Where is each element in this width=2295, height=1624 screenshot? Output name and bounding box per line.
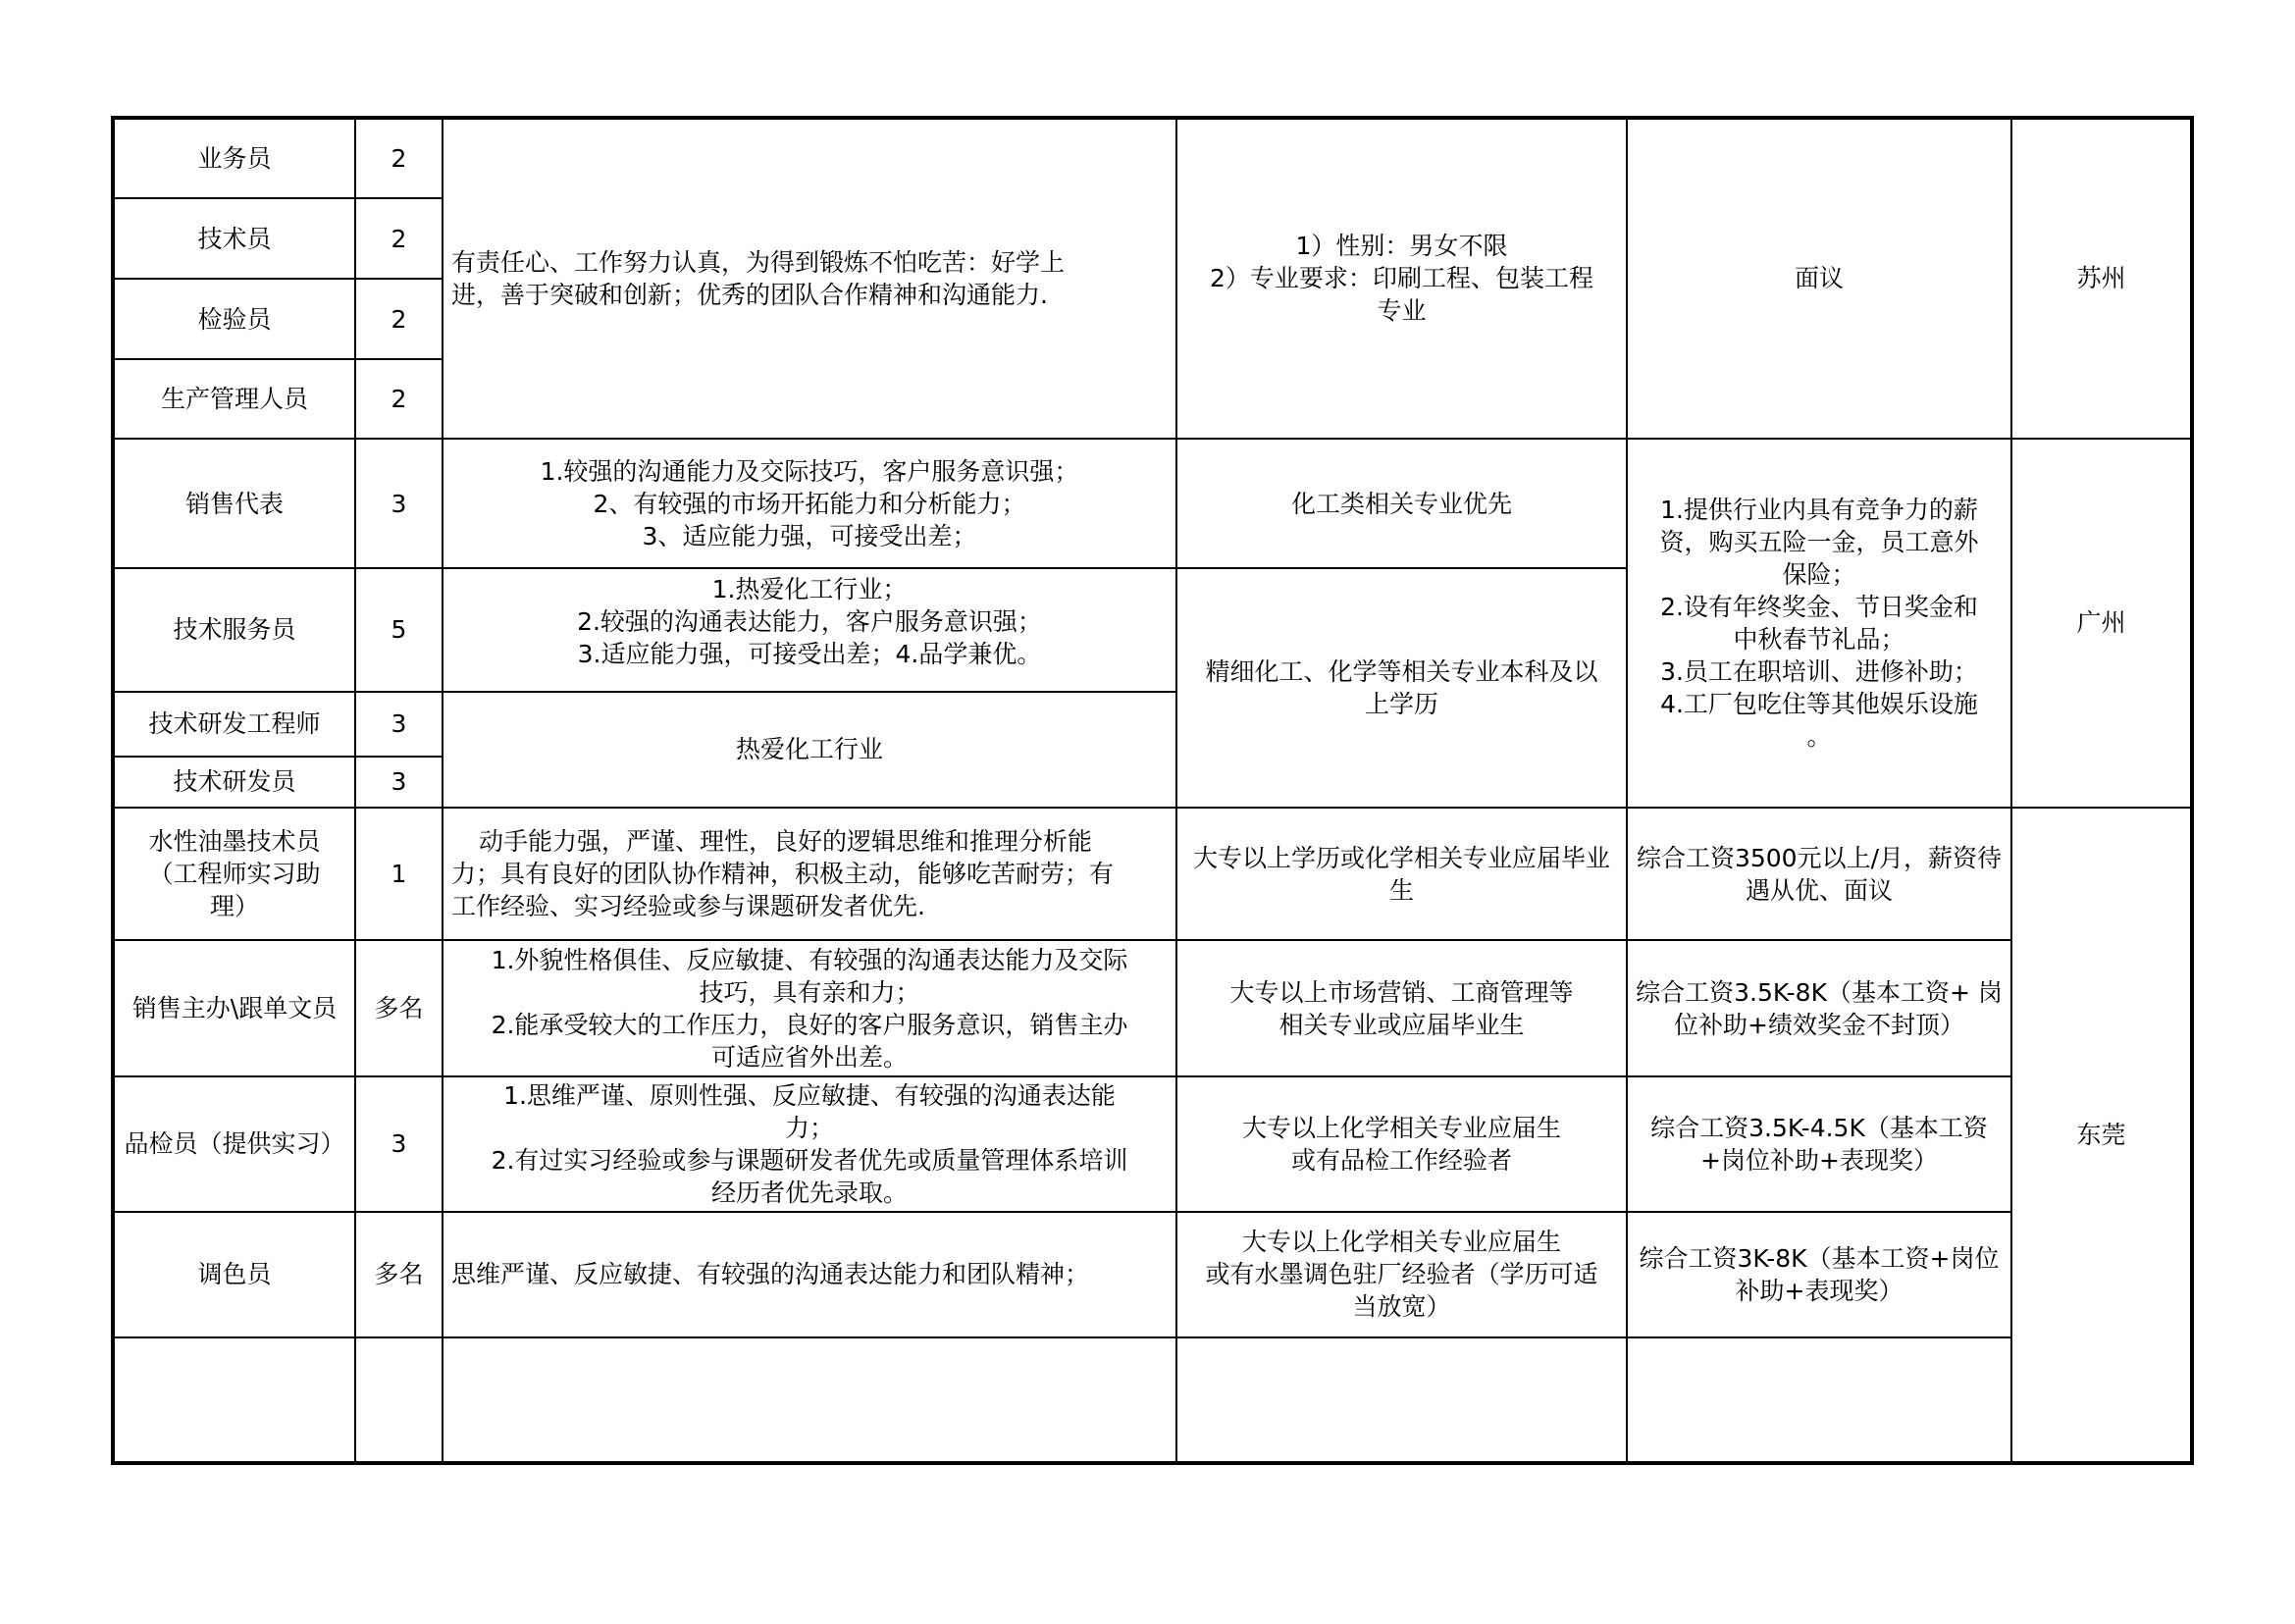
qualification-cell: 大专以上市场营销、工商管理等 相关专业或应届毕业生 xyxy=(1176,940,1627,1075)
salary-cell: 综合工资3K-8K（基本工资+岗位 补助+表现奖） xyxy=(1627,1212,2011,1336)
position-cell: 生产管理人员 xyxy=(113,359,355,439)
position-cell: 技术研发工程师 xyxy=(113,692,355,757)
table-row xyxy=(113,1212,2192,1336)
count-cell: 多名 xyxy=(355,1212,443,1336)
table-row xyxy=(113,808,2192,940)
requirement-cell: 思维严谨、反应敏捷、有较强的沟通表达能力和团队精神； xyxy=(443,1212,1176,1336)
salary-cell: 面议 xyxy=(1627,118,2011,439)
position-cell: 技术服务员 xyxy=(113,568,355,691)
location-cell: 东莞 xyxy=(2011,808,2192,1463)
table-row xyxy=(113,1076,2192,1212)
salary-cell: 综合工资3.5K-8K（基本工资+ 岗 位补助+绩效奖金不封顶） xyxy=(1627,940,2011,1075)
count-cell: 多名 xyxy=(355,940,443,1075)
salary-cell: 综合工资3500元以上/月，薪资待 遇从优、面议 xyxy=(1627,808,2011,940)
count-cell: 2 xyxy=(355,198,443,279)
requirement-cell: 1.热爱化工行业； 2.较强的沟通表达能力，客户服务意识强； 3.适应能力强，可接受出差；4.品学兼优。 xyxy=(443,568,1176,691)
empty-cell xyxy=(355,1337,443,1463)
requirement-cell: 动手能力强，严谨、理性，良好的逻辑思维和推理分析能 力；具有良好的团队协作精神，积极主动，能够吃苦耐劳；有 工作经验、实习经验或参与课题研发者优先. xyxy=(443,808,1176,940)
qualification-cell: 1）性别：男女不限 2）专业要求：印刷工程、包装工程 专业 xyxy=(1176,118,1627,439)
table-row xyxy=(113,118,2192,198)
empty-cell xyxy=(113,1337,355,1463)
salary-cell: 综合工资3.5K-4.5K（基本工资 +岗位补助+表现奖） xyxy=(1627,1076,2011,1212)
count-cell: 2 xyxy=(355,279,443,358)
position-cell: 技术研发员 xyxy=(113,757,355,808)
table-row xyxy=(113,940,2192,1075)
position-cell: 销售主办\跟单文员 xyxy=(113,940,355,1075)
location-cell: 广州 xyxy=(2011,439,2192,808)
count-cell: 2 xyxy=(355,359,443,439)
count-cell: 1 xyxy=(355,808,443,940)
qualification-cell: 大专以上学历或化学相关专业应届毕业 生 xyxy=(1176,808,1627,940)
count-cell: 3 xyxy=(355,439,443,568)
count-cell: 2 xyxy=(355,118,443,198)
count-cell: 3 xyxy=(355,1076,443,1212)
table-row xyxy=(113,439,2192,568)
position-cell: 水性油墨技术员 （工程师实习助 理） xyxy=(113,808,355,940)
empty-cell xyxy=(1176,1337,1627,1463)
qualification-cell: 精细化工、化学等相关专业本科及以 上学历 xyxy=(1176,568,1627,808)
position-cell: 业务员 xyxy=(113,118,355,198)
qualification-cell: 大专以上化学相关专业应届生 或有水墨调色驻厂经验者（学历可适 当放宽） xyxy=(1176,1212,1627,1336)
position-cell: 技术员 xyxy=(113,198,355,279)
requirement-cell: 热爱化工行业 xyxy=(443,692,1176,808)
empty-cell xyxy=(443,1337,1176,1463)
location-cell: 苏州 xyxy=(2011,118,2192,439)
position-cell: 销售代表 xyxy=(113,439,355,568)
benefits-cell: 1.提供行业内具有竞争力的薪 资，购买五险一金，员工意外 保险； 2.设有年终奖金、节日奖金和 中秋春节礼品； 3.员工在职培训、进修补助； 4.工厂包吃住等其他娱乐设施 。 xyxy=(1627,439,2011,808)
recruitment-table xyxy=(111,116,2194,1465)
qualification-cell: 化工类相关专业优先 xyxy=(1176,439,1627,568)
position-cell: 调色员 xyxy=(113,1212,355,1336)
requirement-cell: 1.较强的沟通能力及交际技巧，客户服务意识强； 2、有较强的市场开拓能力和分析能力； 3、适应能力强，可接受出差； xyxy=(443,439,1176,568)
requirement-cell: 有责任心、工作努力认真，为得到锻炼不怕吃苦：好学上 进，善于突破和创新；优秀的团队合作精神和沟通能力. xyxy=(443,118,1176,439)
empty-cell xyxy=(1627,1337,2011,1463)
count-cell: 3 xyxy=(355,757,443,808)
count-cell: 3 xyxy=(355,692,443,757)
qualification-cell: 大专以上化学相关专业应届生 或有品检工作经验者 xyxy=(1176,1076,1627,1212)
position-cell: 品检员（提供实习） xyxy=(113,1076,355,1212)
requirement-cell: 1.外貌性格俱佳、反应敏捷、有较强的沟通表达能力及交际 技巧，具有亲和力； 2.能承受较大的工作压力，良好的客户服务意识，销售主办 可适应省外出差。 xyxy=(443,940,1176,1075)
count-cell: 5 xyxy=(355,568,443,691)
requirement-cell: 1.思维严谨、原则性强、反应敏捷、有较强的沟通表达能 力； 2.有过实习经验或参与课题研发者优先或质量管理体系培训 经历者优先录取。 xyxy=(443,1076,1176,1212)
position-cell: 检验员 xyxy=(113,279,355,358)
table-row xyxy=(113,1337,2192,1463)
